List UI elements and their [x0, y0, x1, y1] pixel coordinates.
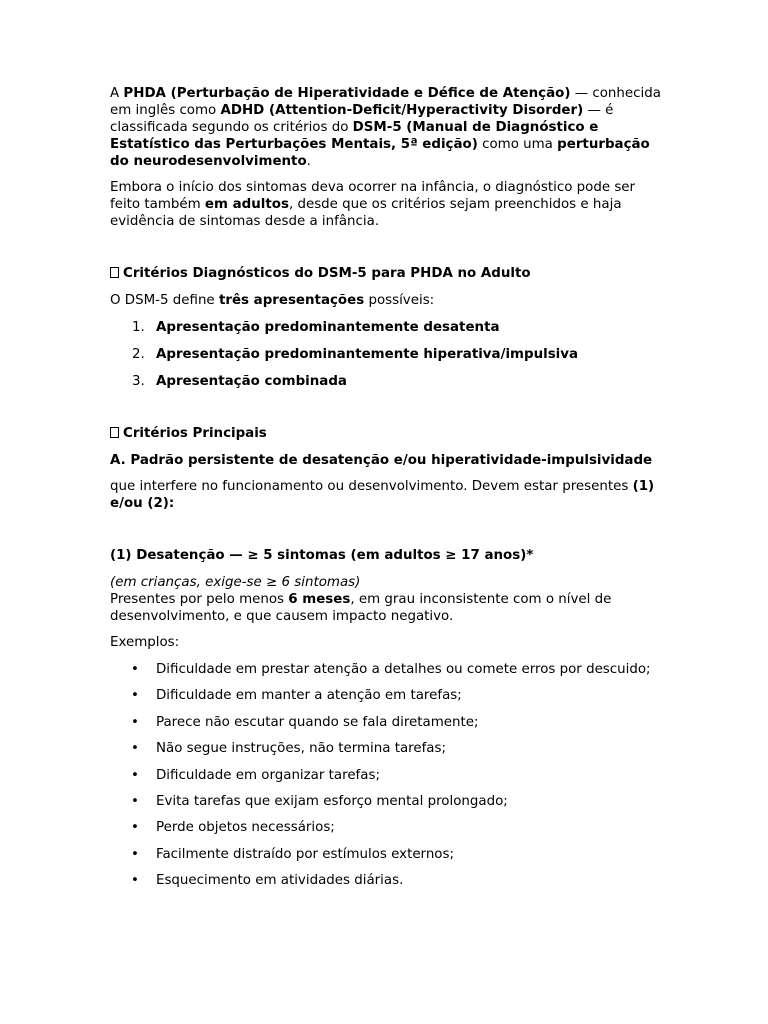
inattention-heading: (1) Desatenção — ≥ 5 sintomas (em adultos ≥ 17 anos)*	[110, 548, 534, 563]
list-item: • Dificuldade em manter a atenção em tarefas;	[131, 688, 462, 704]
list-item: 2. Apresentação predominantemente hiperativa/impulsiva	[132, 347, 579, 362]
list-item: • Parece não escutar quando se fala diretamente;	[131, 714, 479, 730]
list-item: • Dificuldade em organizar tarefas;	[131, 767, 380, 783]
section-heading-main-criteria: Critérios Principais	[110, 425, 666, 442]
list-item: • Facilmente distraído por estímulos externos;	[131, 846, 454, 862]
inattention-note: (em crianças, exige-se ≥ 6 sintomas) Presentes por pelo menos 6 meses, em grau inconsistente com o nível de desenvolvimento, e que causem impacto negativo.	[110, 575, 612, 624]
bullet-icon: •	[131, 873, 139, 889]
list-item: • Esquecimento em atividades diárias.	[131, 873, 404, 889]
list-item: • Evita tarefas que exijam esforço mental prolongado;	[131, 793, 508, 809]
presentations-list	[110, 319, 666, 390]
bullet-icon: •	[131, 714, 139, 730]
bullet-icon: •	[131, 662, 139, 677]
bullet-icon: •	[131, 688, 139, 704]
document-page	[110, 85, 666, 899]
phda-term: PHDA (Perturbação de Hiperatividade e Défice de Atenção)	[123, 86, 571, 101]
children-note: (em crianças, exige-se ≥ 6 sintomas)	[110, 575, 361, 590]
list-item: • Perde objetos necessários;	[131, 820, 335, 836]
examples-list	[110, 661, 666, 889]
bullet-icon: •	[131, 741, 139, 757]
presentations-intro: O DSM-5 define três apresentações possíveis:	[110, 293, 435, 308]
bullet-icon: •	[131, 793, 139, 809]
list-item: 1. Apresentação predominantemente desatenta	[132, 320, 500, 335]
list-item: 3. Apresentação combinada	[132, 374, 347, 389]
in-adults-term: em adultos	[204, 197, 289, 212]
examples-label: Exemplos:	[110, 635, 180, 650]
bullet-icon: •	[131, 820, 139, 836]
criterion-a-description: que interfere no funcionamento ou desenvolvimento. Devem estar presentes (1) e/ou (2):	[110, 479, 655, 511]
intro-paragraph: A PHDA (Perturbação de Hiperatividade e Défice de Atenção) — conhecida em inglês como ADHD (Attention-Deficit/Hyperactivity Disorder) — é classificada segundo os critérios do DSM-5 (Manual de Diagnóstico e Estatístico das Perturbações Mentais, 5ª edição) como uma perturbação do neurodesenvolvimento.	[110, 86, 661, 169]
bullet-icon: •	[131, 767, 139, 783]
adult-diagnosis-paragraph: Embora o início dos sintomas deva ocorrer na infância, o diagnóstico pode ser feito também em adultos, desde que os critérios sejam preenchidos e haja evidência de sintomas desde a infância.	[110, 180, 636, 229]
list-item: • Dificuldade em prestar atenção a detalhes ou comete erros por descuido;	[131, 662, 651, 677]
criterion-a-heading: A. Padrão persistente de desatenção e/ou hiperatividade-impulsividade	[110, 453, 653, 468]
neurodevelopment-term: perturbação do neurodesenvolvimento	[110, 137, 650, 169]
missing-glyph-box-icon	[110, 427, 119, 438]
list-item: • Não segue instruções, não termina tarefas;	[131, 741, 447, 757]
section-heading-dsm5-criteria: Critérios Diagnósticos do DSM-5 para PHDA no Adulto	[110, 265, 666, 282]
adhd-term: ADHD (Attention-Deficit/Hyperactivity Disorder)	[220, 103, 584, 118]
bullet-icon: •	[131, 846, 139, 862]
dsm5-term: DSM-5 (Manual de Diagnóstico e Estatístico das Perturbações Mentais, 5ª edição)	[110, 120, 599, 152]
missing-glyph-box-icon	[110, 267, 119, 278]
